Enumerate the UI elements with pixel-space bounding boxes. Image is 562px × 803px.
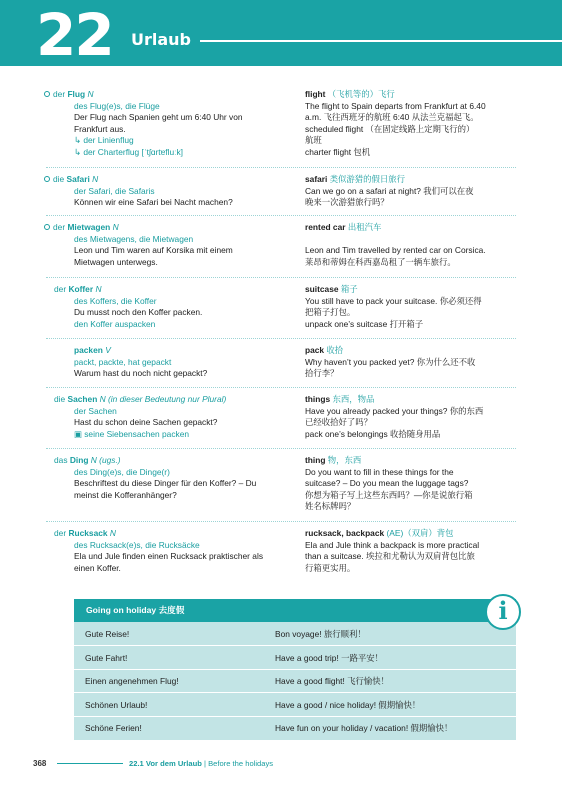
phrase-row xyxy=(74,622,516,646)
german-form: der Safari, die Safaris xyxy=(74,185,155,196)
footer-section-de: 22.1 Vor dem Urlaub xyxy=(129,759,202,768)
lemma: Flug xyxy=(67,89,86,99)
english-headword: flight xyxy=(305,89,326,99)
going-on-holiday-box xyxy=(74,599,516,740)
entry-separator xyxy=(46,448,516,449)
part-of-speech: N xyxy=(87,89,94,99)
chapter-title: Urlaub xyxy=(131,30,192,49)
german-form: ↳ der Linienflug xyxy=(74,135,134,146)
translation-example: Ela and Jule think a backpack is more practical xyxy=(305,539,480,550)
part-of-speech: N (ugs.) xyxy=(90,455,121,465)
lemma: packen xyxy=(74,345,103,355)
translated-phrase: Have a good / nice holiday! 假期愉快！ xyxy=(275,699,421,710)
part-of-speech: N xyxy=(95,284,102,294)
translated-phrase: Have fun on your holiday / vacation! 假期愉快！ xyxy=(275,723,453,733)
lemma: Sachen xyxy=(67,394,98,404)
chinese-headword: 箱子 xyxy=(340,284,358,294)
entry-separator xyxy=(46,277,516,278)
translation-example: suitcase? – Do you mean the luggage tags? xyxy=(305,478,469,489)
translation-example: Why haven’t you packed yet? 你为什么还不收 xyxy=(305,356,476,367)
entry-bullet-icon xyxy=(44,176,50,182)
translation-example: 你想为箱子写上这些东西吗？—你是说旅行箱 xyxy=(305,489,473,500)
translation-column xyxy=(305,455,517,513)
german-column xyxy=(53,222,296,268)
german-column xyxy=(53,174,296,209)
chinese-headword: (AE)（双肩）背包 xyxy=(386,528,454,538)
german-phrase: Einen angenehmen Flug! xyxy=(85,676,179,686)
lemma-line xyxy=(54,455,296,467)
german-form: des Ding(e)s, die Dinge(r) xyxy=(74,466,170,477)
german-example: Leon und Tim waren auf Korsika mit einem xyxy=(74,245,233,256)
part-of-speech: N xyxy=(109,528,116,538)
german-example: Warum hast du noch nicht gepackt? xyxy=(74,368,208,379)
entry-separator xyxy=(46,387,516,388)
german-column xyxy=(54,528,296,574)
translation-example: charter flight 包机 xyxy=(305,146,371,157)
translation-column xyxy=(305,89,517,159)
translation-example: 姓名标牌吗？ xyxy=(305,501,356,512)
german-phrase: Schönen Urlaub! xyxy=(85,699,148,710)
translation-example: You still have to pack your suitcase. 你必须还得 xyxy=(305,295,482,306)
chinese-headword: 收拾 xyxy=(326,345,344,355)
german-phrase: Gute Fahrt! xyxy=(85,652,128,663)
entry-separator xyxy=(46,338,516,339)
lemma-line xyxy=(54,284,296,296)
translation-example xyxy=(305,234,517,246)
english-headword: things xyxy=(305,394,331,404)
translation-example: Leon and Tim travelled by rented car on Corsica. xyxy=(305,245,486,256)
german-column xyxy=(54,455,296,501)
chinese-headword: （飞机等的）飞行 xyxy=(327,89,395,99)
german-example: Ela und Jule finden einen Rucksack praktischer als xyxy=(74,551,264,562)
german-example: Hast du schon deine Sachen gepackt? xyxy=(74,417,218,428)
lemma: Ding xyxy=(69,455,89,465)
german-example: meinst die Kofferanhänger? xyxy=(74,489,177,500)
german-phrase: Schöne Ferien! xyxy=(85,723,142,733)
translation-example: Have you already packed your things? 你的东西 xyxy=(305,405,484,416)
chapter-number: 22 xyxy=(36,1,113,69)
german-form: den Koffer auspacken xyxy=(74,318,156,329)
german-form: ↳ der Charterflug [ˈtʃɑrtɐfluːk] xyxy=(74,146,183,157)
translation-headword xyxy=(305,345,517,357)
translation-example: 拾行李？ xyxy=(305,368,339,379)
english-headword: rucksack, backpack xyxy=(305,528,385,538)
box-header xyxy=(74,599,516,622)
translation-headword xyxy=(305,89,517,101)
translation-column xyxy=(305,394,517,440)
translation-example: a.m. 飞往西班牙的航班 6:40 从法兰克福起飞。 xyxy=(305,112,479,123)
chinese-headword: 物，东西 xyxy=(327,455,362,465)
phrase-row xyxy=(74,716,516,740)
lemma-line xyxy=(44,174,296,186)
part-of-speech: N (in dieser Bedeutung nur Plural) xyxy=(99,394,227,404)
translation-example: 把箱子打包。 xyxy=(305,307,356,318)
german-example: Beschriftest du diese Dinger für den Koffer? – Du xyxy=(74,478,257,489)
translation-example: than a suitcase. 埃拉和尤勒认为双肩背包比旅 xyxy=(305,551,475,562)
german-form: des Koffers, die Koffer xyxy=(74,295,157,306)
german-form: des Flug(e)s, die Flüge xyxy=(74,100,160,111)
entry-separator xyxy=(46,521,516,522)
translation-column xyxy=(305,284,517,330)
translation-example: Can we go on a safari at night? 我们可以在夜 xyxy=(305,185,474,196)
translation-example: 已经收拾好了吗？ xyxy=(305,417,372,428)
lemma-line xyxy=(54,528,296,540)
german-form: der Sachen xyxy=(74,405,117,416)
lemma: Rucksack xyxy=(68,528,108,538)
translation-example: The flight to Spain departs from Frankfurt at 6.40 xyxy=(305,100,486,111)
article: die xyxy=(54,394,66,404)
translation-headword xyxy=(305,528,517,540)
german-column xyxy=(54,394,296,440)
lemma: Mietwagen xyxy=(67,222,111,232)
lemma: Safari xyxy=(66,174,90,184)
entry-separator xyxy=(46,215,516,216)
article: der xyxy=(53,222,66,232)
german-example: Der Flug nach Spanien geht um 6:40 Uhr von xyxy=(74,112,243,123)
article: das xyxy=(54,455,68,465)
phrase-row xyxy=(74,693,516,717)
translated-phrase: Have a good trip! 一路平安！ xyxy=(275,652,383,663)
footer-section: 22.1 Vor dem Urlaub | Before the holidays xyxy=(129,759,274,768)
german-form: des Mietwagens, die Mietwagen xyxy=(74,233,194,244)
english-headword: suitcase xyxy=(305,284,339,294)
english-headword: safari xyxy=(305,174,328,184)
header-rule xyxy=(200,40,562,42)
footer-section-en: Before the holidays xyxy=(208,759,274,768)
part-of-speech: N xyxy=(92,174,99,184)
german-form: packt, packte, hat gepackt xyxy=(74,356,172,367)
lemma-line xyxy=(74,345,296,357)
translation-example: pack one’s belongings 收拾随身用品 xyxy=(305,428,441,439)
translation-example: unpack one’s suitcase 打开箱子 xyxy=(305,318,424,329)
german-example: Du musst noch den Koffer packen. xyxy=(74,307,203,318)
chapter-header xyxy=(0,0,562,69)
entry-separator xyxy=(46,167,516,168)
german-example: Frankfurt aus. xyxy=(74,123,126,134)
translation-example: 晚来一次游猎旅行吗？ xyxy=(305,197,389,208)
entry-bullet-icon xyxy=(44,91,50,97)
german-phrase: Gute Reise! xyxy=(85,629,130,639)
info-icon: i xyxy=(485,594,521,630)
german-column xyxy=(74,345,296,380)
entry-bullet-icon xyxy=(44,224,50,230)
translation-headword xyxy=(305,174,517,186)
translation-example: 莱昂和蒂姆在科西嘉岛租了一辆车旅行。 xyxy=(305,256,456,267)
article: der xyxy=(53,89,66,99)
translation-headword xyxy=(305,455,517,467)
english-headword: rented car xyxy=(305,222,346,232)
lemma-line xyxy=(44,222,296,234)
lemma-line xyxy=(44,89,296,101)
phrase-row xyxy=(74,669,516,693)
translation-example: 行箱更实用。 xyxy=(305,562,356,573)
translation-column xyxy=(305,174,517,209)
german-form: des Rucksack(e)s, die Rucksäcke xyxy=(74,539,200,550)
translation-example: Do you want to fill in these things for the xyxy=(305,466,454,477)
part-of-speech: V xyxy=(105,345,111,355)
translation-column xyxy=(305,345,517,380)
translation-headword xyxy=(305,222,517,234)
translation-headword xyxy=(305,284,517,296)
page-number: 368 xyxy=(33,759,47,768)
german-column xyxy=(53,89,296,159)
lemma: Koffer xyxy=(68,284,94,294)
chinese-headword: 类似游猎的假日旅行 xyxy=(329,174,406,184)
footer-rule xyxy=(57,763,123,764)
german-example: Mietwagen unterwegs. xyxy=(74,256,158,267)
german-example: einen Koffer. xyxy=(74,562,121,573)
german-example: Können wir eine Safari bei Nacht machen? xyxy=(74,197,233,208)
phrase-row xyxy=(74,646,516,670)
translation-column xyxy=(305,528,517,574)
box-title: Going on holiday 去度假 xyxy=(86,605,185,615)
translation-headword xyxy=(305,394,517,406)
german-column xyxy=(54,284,296,330)
translation-example: scheduled flight （在固定线路上定期飞行的） xyxy=(305,123,475,134)
chinese-headword: 东西，物品 xyxy=(332,394,375,404)
article: der xyxy=(54,284,67,294)
translated-phrase: Have a good flight! 飞行愉快！ xyxy=(275,676,390,686)
lemma-line xyxy=(54,394,296,406)
translated-phrase: Bon voyage! 旅行顺利！ xyxy=(275,629,366,639)
part-of-speech: N xyxy=(112,222,119,232)
translation-example: 航班 xyxy=(305,135,322,146)
translation-column xyxy=(305,222,517,268)
article: die xyxy=(53,174,65,184)
english-headword: thing xyxy=(305,455,326,465)
german-form: ▣ seine Siebensachen packen xyxy=(74,428,190,439)
chinese-headword: 出租汽车 xyxy=(347,222,382,232)
english-headword: pack xyxy=(305,345,325,355)
article: der xyxy=(54,528,67,538)
